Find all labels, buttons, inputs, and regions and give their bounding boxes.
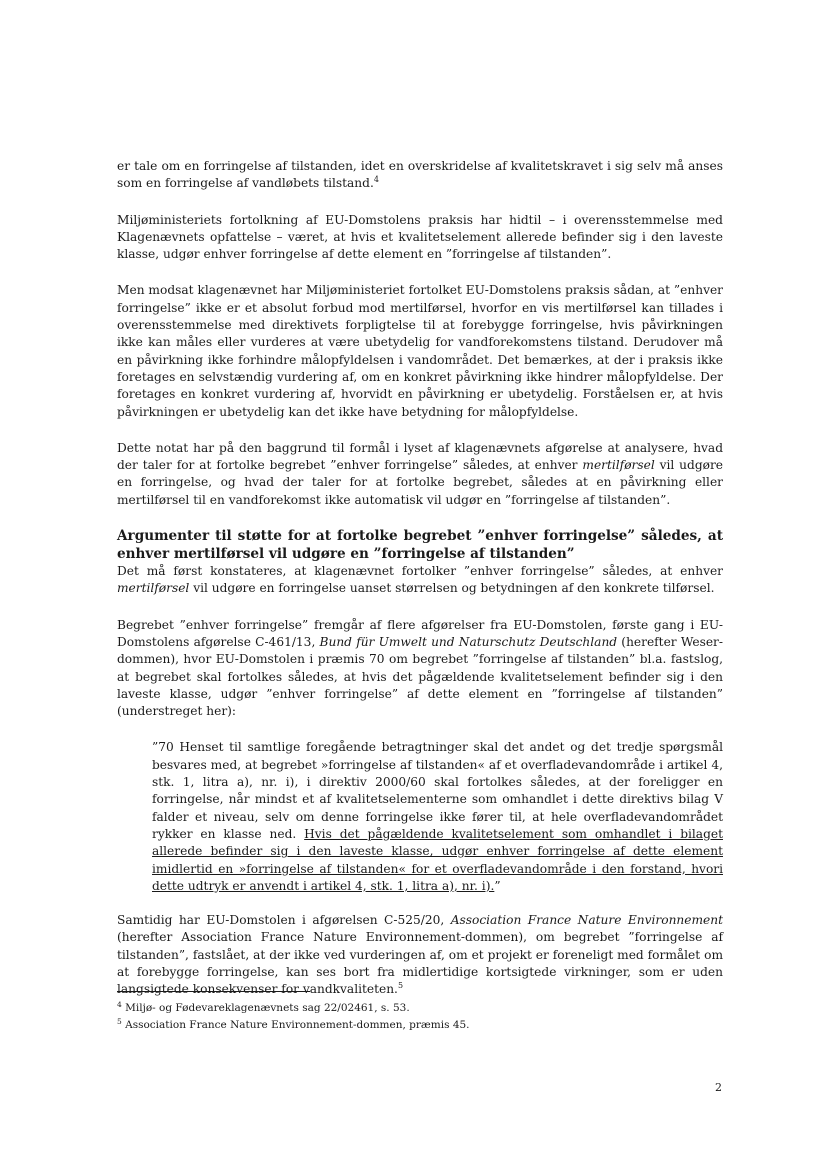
paragraph-3 (117, 282, 723, 420)
paragraph-2 (117, 212, 723, 264)
paragraph-1 (117, 158, 723, 193)
paragraph-text: Det må først konstateres, at klagenævnet fortolker ”enhver forringelse” således, at enhver (117, 564, 723, 579)
body-text (117, 158, 723, 1018)
section-heading: Argumenter til støtte for at fortolke begrebet ”enhver forringelse” således, at enhver mertilførsel vil udgøre en ”forringelse af tilstanden” (117, 528, 723, 562)
footnote-number: 4 (117, 1000, 122, 1009)
footnote-number: 5 (117, 1016, 122, 1026)
footnote-ref-5: 5 (397, 981, 404, 991)
block-quote (152, 739, 723, 895)
paragraph-5 (117, 563, 723, 598)
underlined-quote-text: Hvis det pågældende kvalitetselement som omhandlet i bilaget allerede befinder sig i den laveste klasse, udgør enhver forringelse af dette element imidlertid en »forringelse af tilstanden« for et overfladevandområde i den forstand, hvori dette udtryk er anvendt i artikel 4, stk. 1, litra a), nr. i). (152, 826, 723, 893)
footnote-5 (117, 1017, 723, 1034)
paragraph-text: Dette notat har på den baggrund til formål i lyset af klagenævnets afgørelse at analysere, hvad der taler for at fortolke begrebet ”enhver forringelse” således, at enhver (117, 440, 723, 473)
paragraph-text: er tale om en forringelse af tilstanden, idet en overskridelse af kvalitetskravet i sig selv må anses som en forringelse af vandløbets tilstand. (117, 159, 723, 191)
footnote-text: Association France Nature Environnement-dommen, præmis 45. (125, 1018, 470, 1031)
footnote-text: Miljø- og Fødevareklagenævnets sag 22/02461, s. 53. (125, 1002, 410, 1014)
italic-term: mertilførsel (582, 458, 655, 473)
paragraph-4 (117, 440, 723, 509)
paragraph-text: vil udgøre en forringelse, og hvad der taler for at fortolke begrebet, således at en påvirkning eller mertilførsel til en vandforekomst ikke automatisk vil udgør en ”forringelse af tilstanden”. (117, 458, 723, 507)
quote-close: ” (494, 878, 501, 893)
paragraph-text: Samtidig har EU-Domstolen i afgørelsen C-525/20, (117, 913, 451, 928)
footnotes (117, 1000, 723, 1033)
paragraph-text: Men modsat klagenævnet har Miljøministeriet fortolket EU-Domstolens praksis sådan, at ”enhver forringelse” ikke er et absolut forbud mod mertilførsel, hvorfor en vis mertilførsel kan tillades i overensstemmelse med direktivets forpligtelse til at forebygge forringelse, hvis påvirkningen ikke kan måles eller vurderes at være ubetydelig for vandforekomstens tilstand. Derudover må en påvirkning ikke forhindre målopfyldelsen i vandområdet. Det bemærkes, at der i praksis ikke foretages en selvstændig vurdering af, om en konkret påvirkning ikke hindrer målopfyldelse. Der foretages en konkret vurdering af, hvorvidt en påvirkning er ubetydelig. Forståelsen er, at hvis påvirkningen er ubetydelig kan det ikke have betydning for målopfyldelse. (117, 283, 723, 419)
paragraph-text: Begrebet ”enhver forringelse” fremgår af flere afgørelser fra EU-Domstolen, første gang i EU-Domstolens afgørelse C-461/13, (117, 617, 723, 649)
paragraph-7 (117, 912, 723, 998)
quote-text: ”70 Henset til samtlige foregående betragtninger skal det andet og det tredje spørgsmål besvares med, at begrebet »forringelse af tilstanden« af et overfladevandområde i artikel 4, stk. 1, litra a), nr. i), i direktiv 2000/60 skal fortolkes således, at der foreligger en forringelse, når mindst et af kvalitetselementerne som omhandlet i dette direktivs bilag V falder et niveau, selv om denne forringelse ikke fører til, at hele overfladevandområdet rykker en klasse ned. (152, 740, 723, 841)
footnote-ref-4: 4 (373, 175, 379, 185)
paragraph-6 (117, 617, 723, 721)
paragraph-text: vil udgøre en forringelse uanset størrelsen og betydningen af den konkrete tilførsel. (189, 581, 715, 596)
italic-case-name: Association France Nature Environnement (450, 913, 723, 928)
paragraph-text: Miljøministeriets fortolkning af EU-Domstolens praksis har hidtil – i overensstemmelse med Klagenævnets opfattelse – været, at hvis et kvalitetselement allerede befinder sig i den laveste klasse, udgør enhver forringelse af dette element en ”forringelse af tilstanden”. (117, 212, 723, 262)
paragraph-text: (herefter Weser-dommen), hvor EU-Domstolen i præmis 70 om begrebet ”forringelse af tilstanden” bl.a. fastslog, at begrebet skal fortolkes således, at hvis det pågældende kvalitetselement befinder sig i den laveste klasse, udgør ”enhver forringelse” af dette element en ”forringelse af tilstanden” (understreget her): (117, 634, 723, 719)
footnote-divider (117, 991, 310, 992)
page-number: 2 (715, 1081, 722, 1094)
footnote-4 (117, 1000, 723, 1017)
italic-case-name: Bund für Umwelt und Naturschutz Deutschland (319, 634, 618, 649)
paragraph-text: (herefter Association France Nature Environnement-dommen), om begrebet ”forringelse af tilstanden”, fastslået, at der ikke ved vurderingen af, om et projekt er foreneligt med formålet om at forebygge forringelse, kan ses bort fra midlertidige kortsigtede virkninger, som er uden langsigtede konsekvenser for vandkvaliteten. (117, 930, 723, 997)
italic-term: mertilførsel (117, 581, 190, 596)
